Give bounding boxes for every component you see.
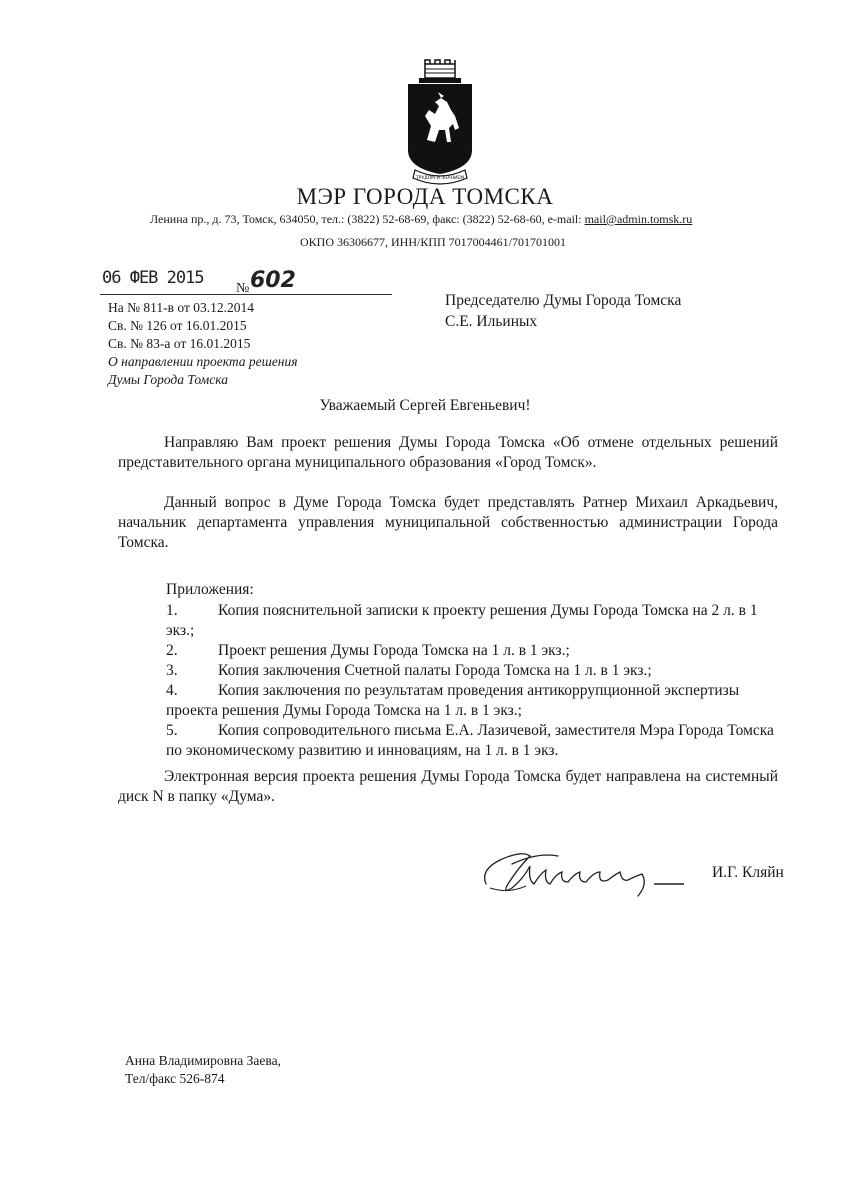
- subject-line: Думы Города Томска: [108, 372, 228, 387]
- attachment-item: [166, 641, 778, 661]
- attachment-text: Копия заключения Счетной палаты Города Томска на 1 л. в 1 экз.;: [218, 662, 652, 679]
- attachments-heading: Приложения:: [166, 581, 254, 598]
- date-stamp: 06 ФЕВ 2015: [102, 268, 204, 288]
- recipient-name: С.Е. Ильиных: [445, 313, 538, 330]
- attachment-number: 3.: [166, 662, 178, 679]
- attachment-text: Проект решения Думы Города Томска на 1 л. в 1 экз.;: [218, 642, 570, 659]
- attachment-item: [166, 721, 778, 761]
- subject-line: О направлении проекта решения: [108, 354, 298, 369]
- greeting: Уважаемый Сергей Евгеньевич!: [319, 397, 531, 414]
- attachment-text: Копия заключения по результатам проведения антикоррупционной экспертизы проекта решения Думы Города Томска на 1 л. в 1 экз.;: [166, 682, 740, 719]
- attachment-text: Копия сопроводительного письма Е.А. Лазичевой, заместителя Мэра Города Томска по экономическому развитию и инновациям, на 1 л. в 1 экз.: [166, 722, 774, 759]
- contact-phone: Тел/факс 526-874: [125, 1071, 225, 1086]
- email-link[interactable]: mail@admin.tomsk.ru: [584, 212, 693, 226]
- attachment-number: 1.: [166, 602, 178, 619]
- attachment-number: 4.: [166, 682, 178, 699]
- attachment-number: 5.: [166, 722, 178, 739]
- address-text: Ленина пр., д. 73, Томск, 634050, тел.: (3822) 52-68-69, факс: (3822) 52-68-60, e-mail:: [150, 212, 585, 226]
- paragraph-3-text: Электронная версия проекта решения Думы Города Томска будет направлена на системный диск N в папку «Дума».: [118, 768, 778, 805]
- svg-text:ТРУДОМ И ЗНАНИЕМ: ТРУДОМ И ЗНАНИЕМ: [415, 176, 465, 181]
- letterhead-title: МЭР ГОРОДА ТОМСКА: [296, 184, 554, 209]
- paragraph-1-text: Направляю Вам проект решения Думы Города Томска «Об отмене отдельных решений представительного органа муниципального образования «Город Томск».: [118, 434, 778, 471]
- registration-underline: [100, 294, 392, 295]
- references-block: [108, 299, 298, 389]
- recipient-block: [445, 290, 681, 332]
- handwritten-signature: [478, 844, 698, 902]
- paragraph-1: [118, 433, 778, 473]
- attachment-item: [166, 681, 778, 721]
- reference-item: Св. № 126 от 16.01.2015: [108, 318, 247, 333]
- contact-block: [125, 1052, 281, 1088]
- number-sign: №: [236, 281, 250, 296]
- reference-item: Св. № 83-а от 16.01.2015: [108, 336, 251, 351]
- registration-number: 602: [250, 268, 296, 293]
- paragraph-2-text: Данный вопрос в Думе Города Томска будет представлять Ратнер Михаил Аркадьевич, начальник департамента управления муниципальной собственностью администрации Города Томска.: [118, 494, 778, 551]
- paragraph-2: [118, 493, 778, 553]
- contact-name: Анна Владимировна Заева,: [125, 1053, 281, 1068]
- attachment-text: Копия пояснительной записки к проекту решения Думы Города Томска на 2 л. в 1 экз.;: [166, 602, 758, 639]
- attachment-item: [166, 601, 778, 641]
- signer-name: И.Г. Кляйн: [712, 864, 784, 881]
- letterhead-address: [150, 212, 692, 227]
- letterhead-okpo: ОКПО 36306677, ИНН/КПП 7017004461/701701001: [300, 235, 567, 249]
- attachment-number: 2.: [166, 642, 178, 659]
- paragraph-3: [118, 767, 778, 807]
- attachment-item: [166, 661, 778, 681]
- tomsk-coat-of-arms-icon: [405, 58, 475, 188]
- reference-item: На № 811-в от 03.12.2014: [108, 300, 254, 315]
- recipient-title: Председателю Думы Города Томска: [445, 292, 682, 309]
